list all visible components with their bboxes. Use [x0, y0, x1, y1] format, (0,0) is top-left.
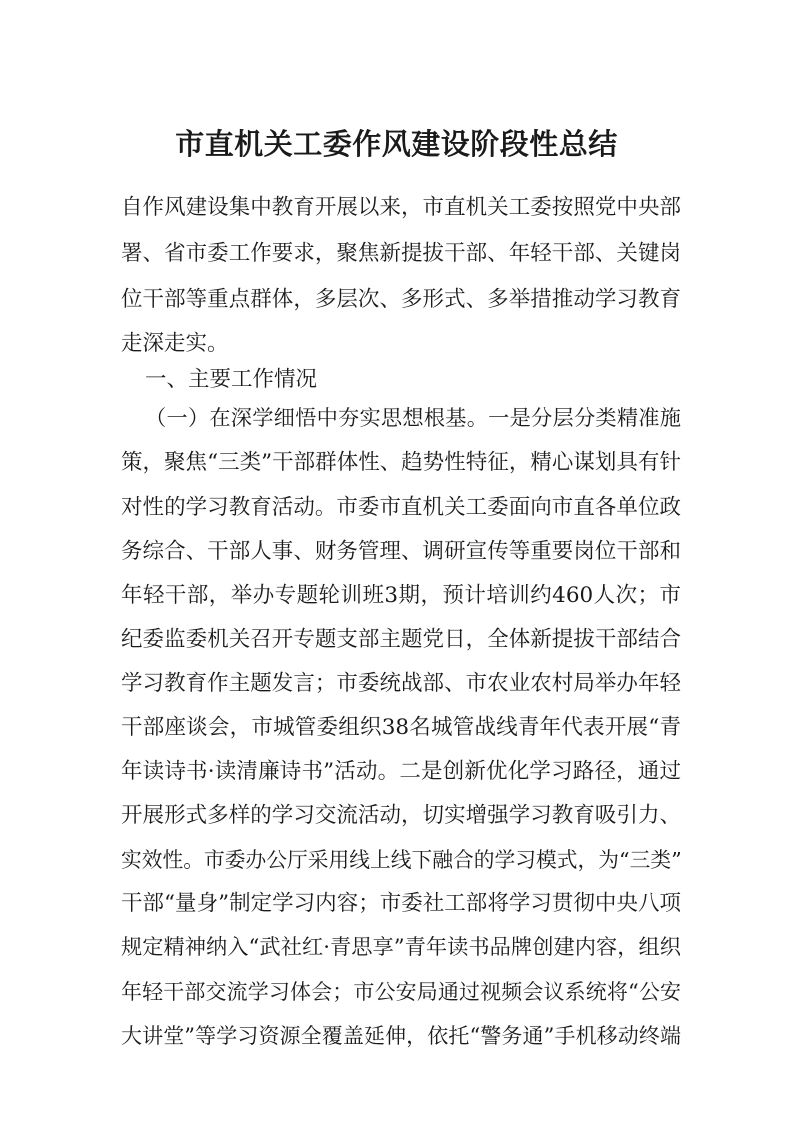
paragraph-line: （一）在深学细悟中夯实思想根基。一是分层分类精准施 [145, 406, 681, 431]
paragraph-line: 对性的学习教育活动。市委市直机关工委面向市直各单位政 [121, 495, 681, 520]
paragraph-line: 年读诗书·读清廉诗书”活动。二是创新优化学习路径，通过 [121, 759, 681, 784]
paragraph-line: 策，聚焦“三类”干部群体性、趋势性特征，精心谋划具有针 [121, 450, 681, 475]
paragraph-line: 年轻干部，举办专题轮训班3期，预计培训约460人次；市 [121, 583, 681, 608]
document-title: 市直机关工委作风建设阶段性总结 [175, 127, 618, 161]
paragraph-line: 自作风建设集中教育开展以来，市直机关工委按照党中央部 [121, 195, 681, 220]
paragraph-line: 务综合、干部人事、财务管理、调研宣传等重要岗位干部和 [121, 539, 681, 564]
paragraph-line: 实效性。市委办公厅采用线上线下融合的学习模式，为“三类” [121, 848, 682, 872]
paragraph-line: 位干部等重点群体，多层次、多形式、多举措推动学习教育 [121, 287, 681, 312]
paragraph-line: 学习教育作主题发言；市委统战部、市农业农村局举办年轻 [121, 671, 681, 696]
section-heading: 一、主要工作情况 [145, 367, 318, 392]
paragraph-line: 规定精神纳入“武社红·青思享”青年读书品牌创建内容，组织 [121, 935, 681, 960]
paragraph-line: 年轻干部交流学习体会；市公安局通过视频会议系统将“公安 [121, 980, 681, 1004]
paragraph-line: 走深走实。 [121, 331, 229, 356]
paragraph-line: 纪委监委机关召开专题支部主题党日，全体新提拔干部结合 [121, 627, 681, 652]
paragraph-line: 干部“量身”制定学习内容；市委社工部将学习贯彻中央八项 [121, 891, 681, 916]
paragraph-line: 署、省市委工作要求，聚焦新提拔干部、年轻干部、关键岗 [121, 241, 681, 266]
paragraph-line: 开展形式多样的学习交流活动，切实增强学习教育吸引力、 [121, 803, 681, 828]
paragraph-line: 干部座谈会，市城管委组织38名城管战线青年代表开展“青 [121, 715, 681, 740]
paragraph-line: 大讲堂”等学习资源全覆盖延伸，依托“警务通”手机移动终端 [121, 1024, 681, 1048]
